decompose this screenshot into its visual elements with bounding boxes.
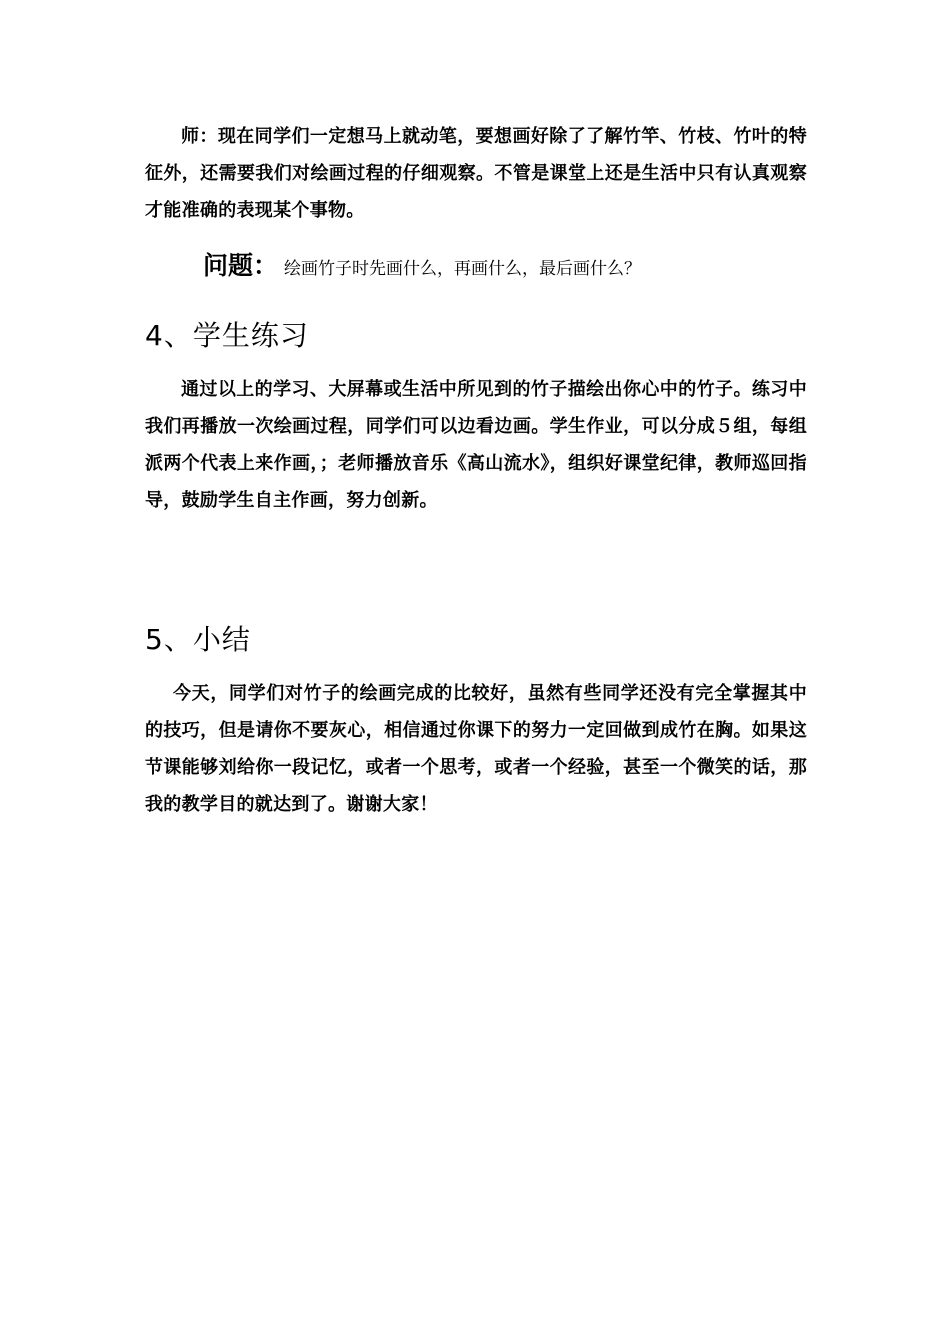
question-text: 绘画竹子时先画什么，再画什么，最后画什么？ bbox=[284, 259, 642, 279]
question-label: 问题： bbox=[203, 251, 279, 280]
paragraph-practice: 通过以上的学习、大屏幕或生活中所见到的竹子描绘出你心中的竹子。练习中我们再播放一次绘画过程，同学们可以边看边画。学生作业，可以分成５组，每组派两个代表上来作画，；老师播放音乐《高山流水》，组织好课堂纪律，教师巡回指导，鼓励学生自主作画，努力创新。 bbox=[145, 379, 807, 511]
question-line bbox=[203, 246, 641, 282]
paragraph-teacher: 师：现在同学们一定想马上就动笔，要想画好除了了解竹竿、竹枝、竹叶的特征外，还需要我们对绘画过程的仔细观察。不管是课堂上还是生活中只有认真观察才能准确的表现某个事物。 bbox=[145, 126, 807, 221]
heading-student-practice: 4、学生练习 bbox=[145, 319, 309, 352]
paragraph-summary: 今天，同学们对竹子的绘画完成的比较好，虽然有些同学还没有完全掌握其中的技巧，但是请你不要灰心，相信通过你课下的努力一定回做到成竹在胸。如果这节课能够刘给你一段记忆，或者一个思考，或者一个经验，甚至一个微笑的话，那我的教学目的就达到了。谢谢大家！ bbox=[145, 683, 807, 815]
heading-summary: 5、小结 bbox=[145, 623, 251, 656]
